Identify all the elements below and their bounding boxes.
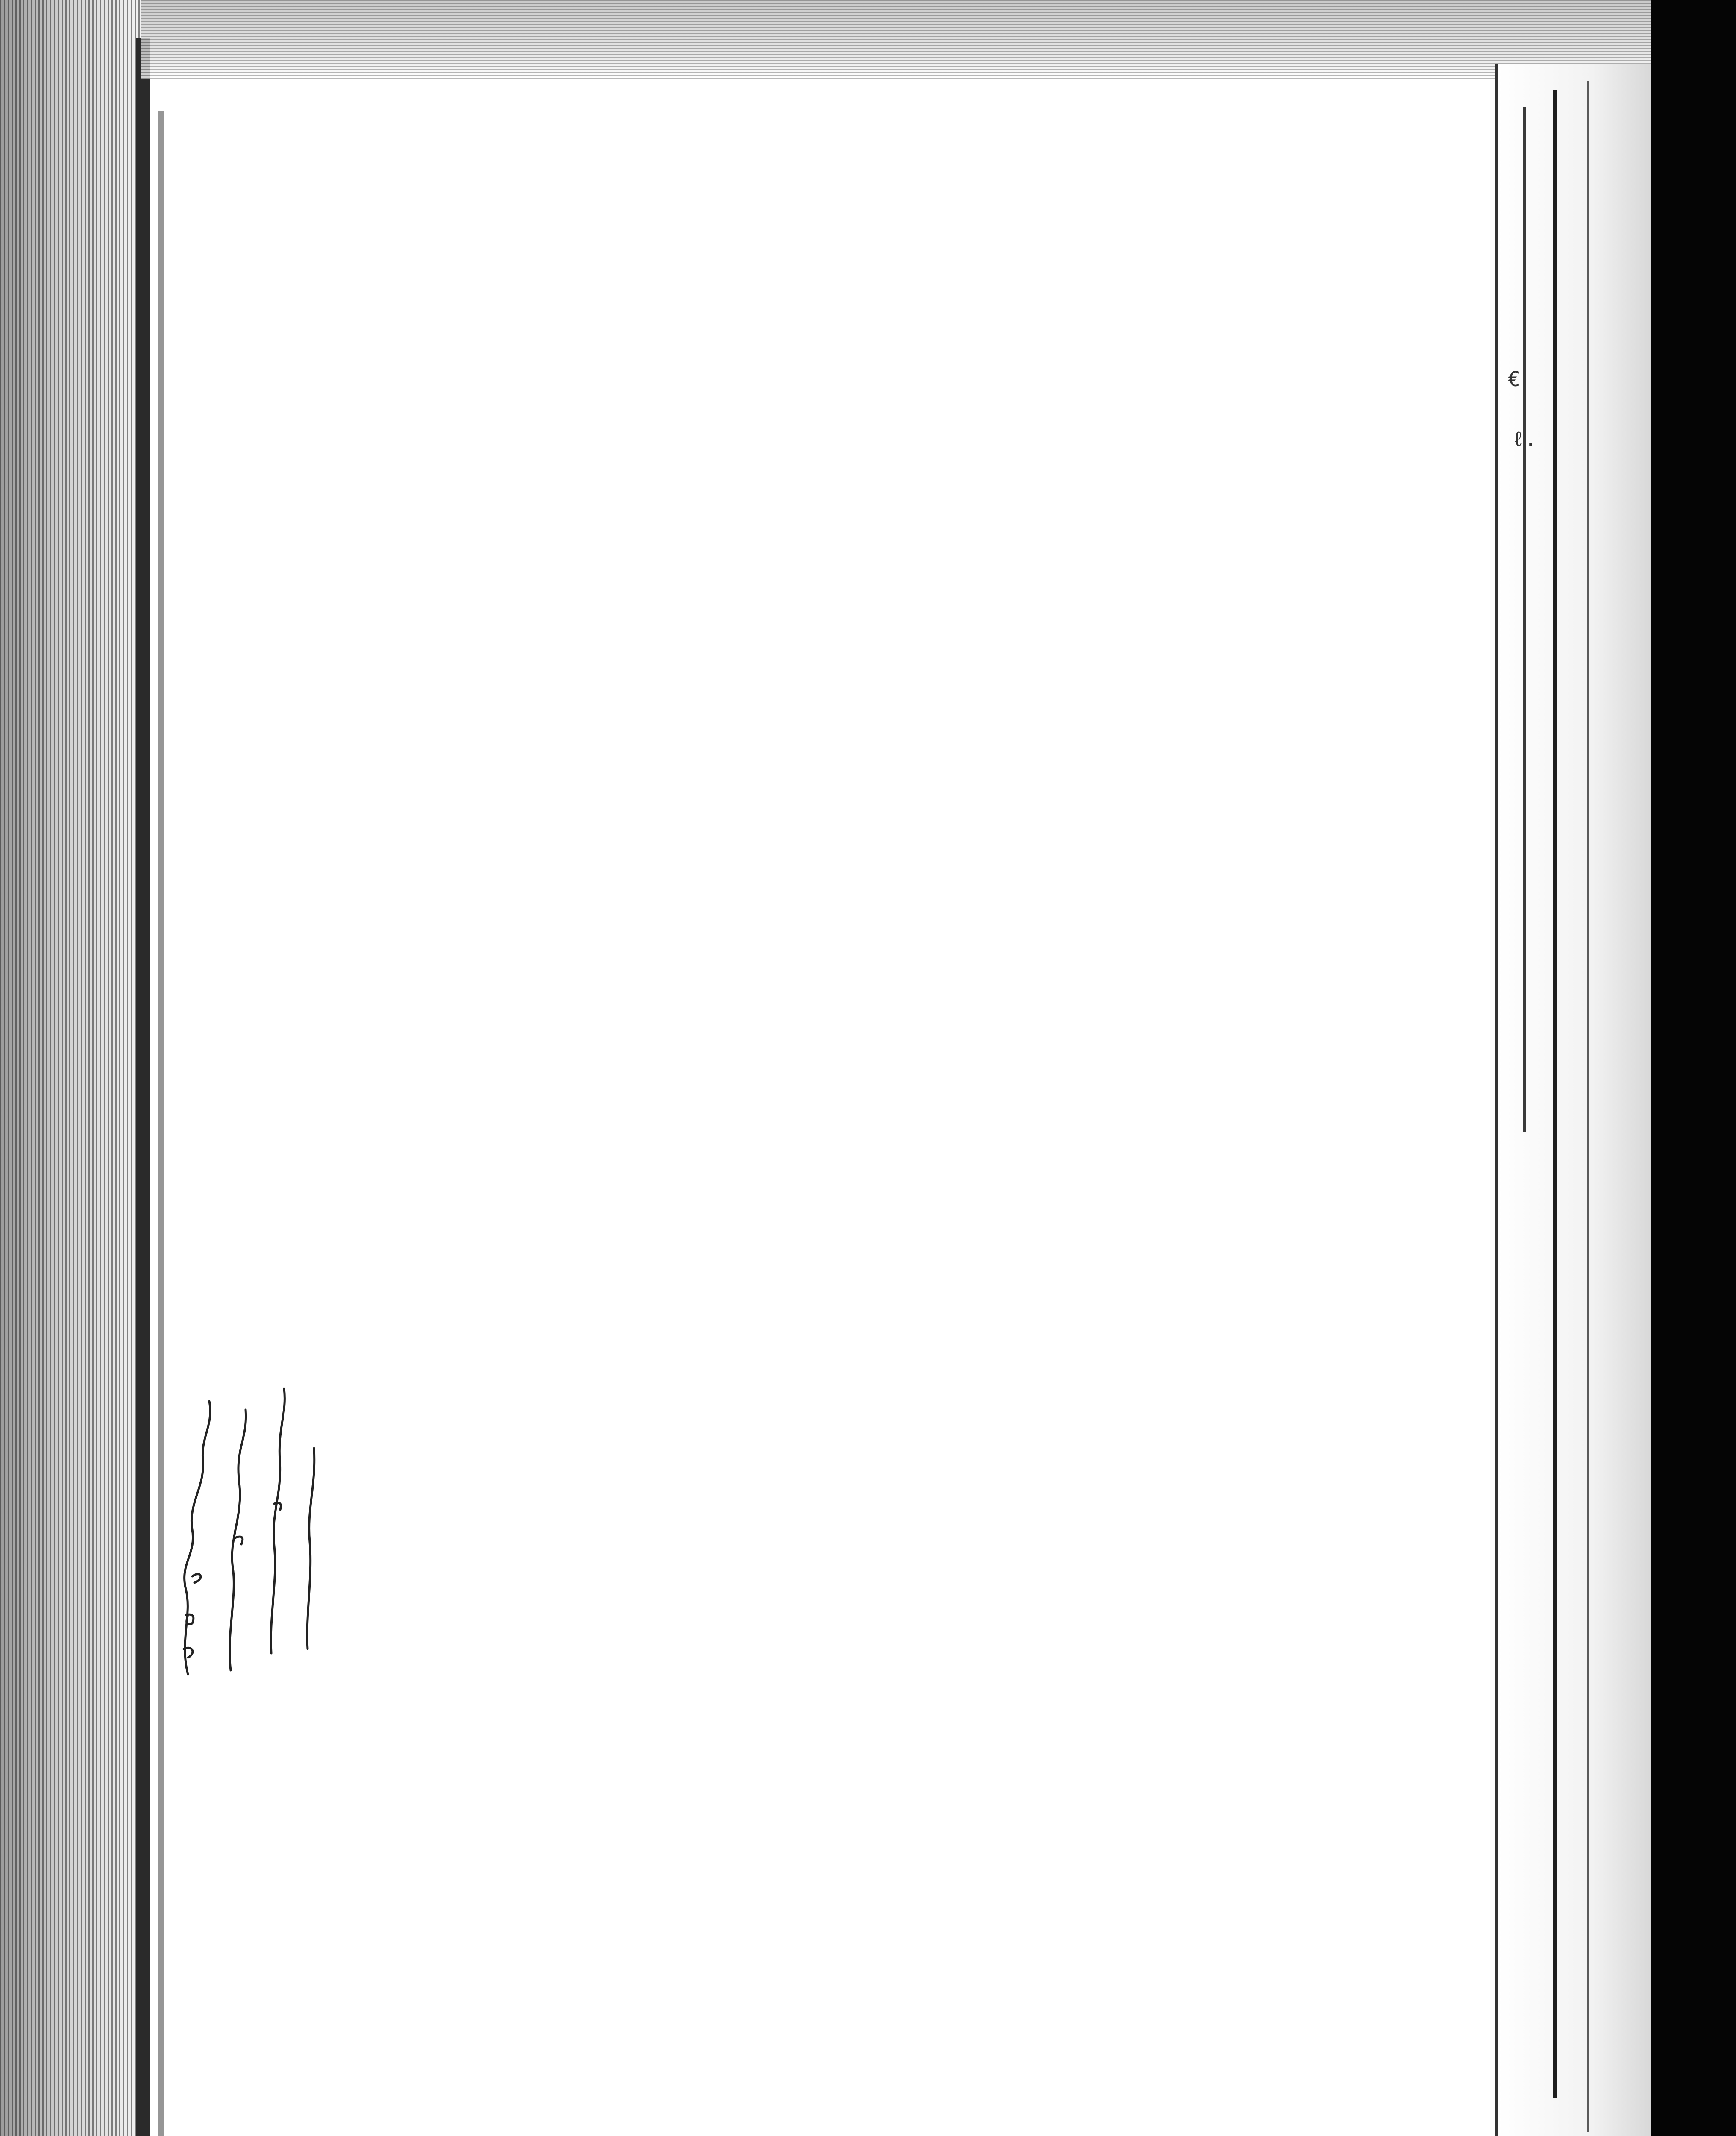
margin-mark: € [1508,367,1520,391]
binding-shadow [136,38,150,2136]
margin-mark: ℓ. [1512,427,1537,451]
page-edge-line [1587,81,1589,2132]
page-edge-line [1553,90,1557,2098]
scan-right-border [1651,0,1736,2136]
handwritten-margin-note [162,1376,342,1683]
binding-shadow-inner [158,111,164,2136]
document-page [164,81,1495,2136]
scan-left-edge [0,0,141,2136]
page-edge-line [1523,107,1526,1132]
